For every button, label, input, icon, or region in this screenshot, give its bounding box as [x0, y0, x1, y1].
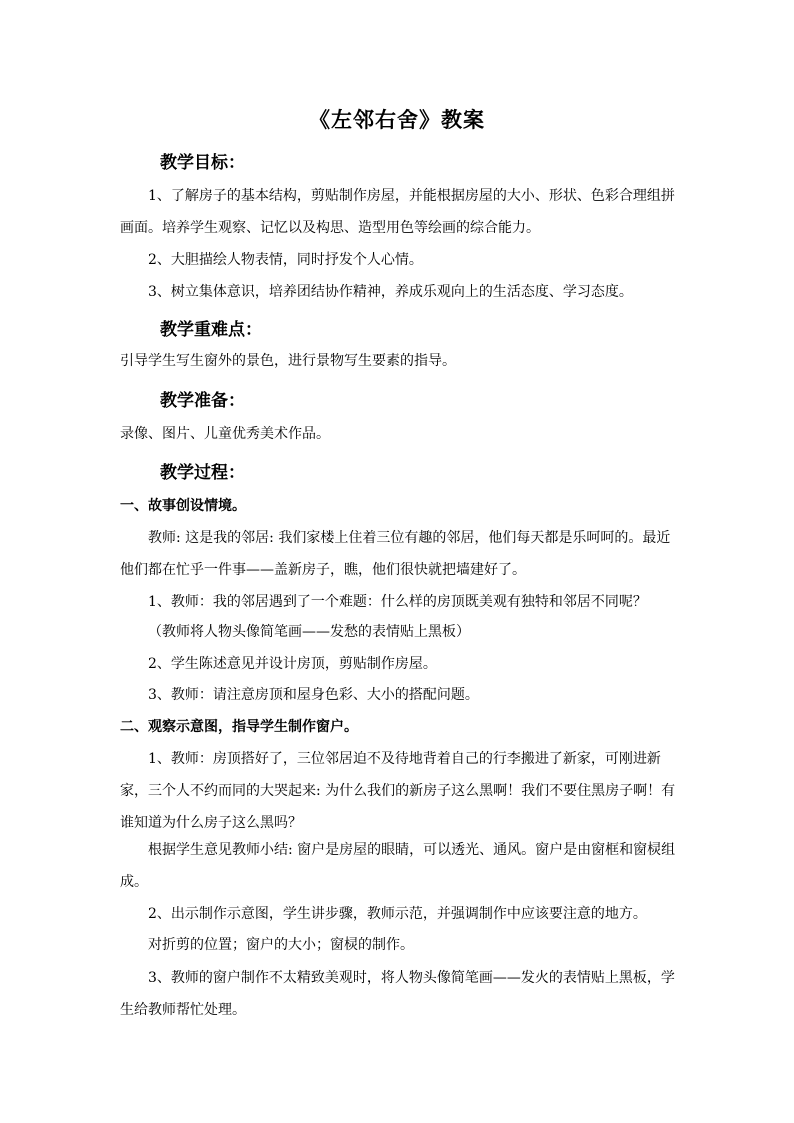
process-part1-title: 一、故事创设情境。	[120, 498, 246, 514]
process-part2-step3: 3、教师的窗户制作不太精致美观时，将人物头像简笔画——发火的表情贴上黑板，学生给教师帮忙处理。	[120, 970, 675, 1018]
process-part2-summary: 根据学生意见教师小结: 窗户是房屋的眼睛，可以透光、通风。窗户是由窗框和窗棂组成。	[120, 842, 676, 890]
heading-key-points: 教学重难点：	[160, 320, 262, 340]
goal-item-2: 2、大胆描绘人物表情，同时抒发个人心情。	[148, 252, 423, 268]
heading-preparation: 教学准备：	[160, 391, 245, 411]
key-points-text: 引导学生写生窗外的景色，进行景物写生要素的指导。	[120, 353, 456, 369]
process-part1-step3: 3、教师：请注意房顶和屋身色彩、大小的搭配问题。	[148, 687, 479, 703]
preparation-text: 录像、图片、儿童优秀美术作品。	[120, 426, 330, 442]
document-title: 《左邻右舍》教案	[309, 107, 485, 132]
process-part2-step2-detail: 对折剪的位置；窗户的大小；窗棂的制作。	[148, 937, 414, 953]
heading-process: 教学过程：	[160, 463, 245, 483]
goal-item-1: 1、了解房子的基本结构，剪贴制作房屋，并能根据房屋的大小、形状、色彩合理组拼画面。培养学生观察、记忆以及构思、造型用色等绘画的综合能力。	[120, 188, 675, 236]
process-part1-step1-note: （教师将人物头像简笔画——发愁的表情贴上黑板）	[148, 624, 470, 640]
process-part1-intro: 教师: 这是我的邻居: 我们家楼上住着三位有趣的邻居，他们每天都是乐呵呵的。最近他们都在忙乎一件事——盖新房子，瞧，他们很快就把墙建好了。	[120, 530, 671, 578]
process-part1-step2: 2、学生陈述意见并设计房顶，剪贴制作房屋。	[148, 656, 437, 672]
process-part2-step1: 1、教师：房顶搭好了，三位邻居迫不及待地背着自己的行李搬进了新家，可刚进新家，三个人不约而同的大哭起来: 为什么我们的新房子这么黑啊！我们不要住黑房子啊！有谁知道为什么房子这么黑吗？	[120, 751, 676, 831]
heading-goals: 教学目标：	[160, 153, 245, 173]
goal-item-3: 3、树立集体意识，培养团结协作精神，养成乐观向上的生活态度、学习态度。	[148, 284, 633, 300]
process-part2-title: 二、观察示意图，指导学生制作窗户。	[120, 719, 358, 735]
process-part2-step2: 2、出示制作示意图，学生讲步骤，教师示范，并强调制作中应该要注意的地方。	[148, 906, 647, 922]
process-part1-step1: 1、教师：我的邻居遇到了一个难题：什么样的房顶既美观有独特和邻居不同呢？	[148, 594, 647, 610]
